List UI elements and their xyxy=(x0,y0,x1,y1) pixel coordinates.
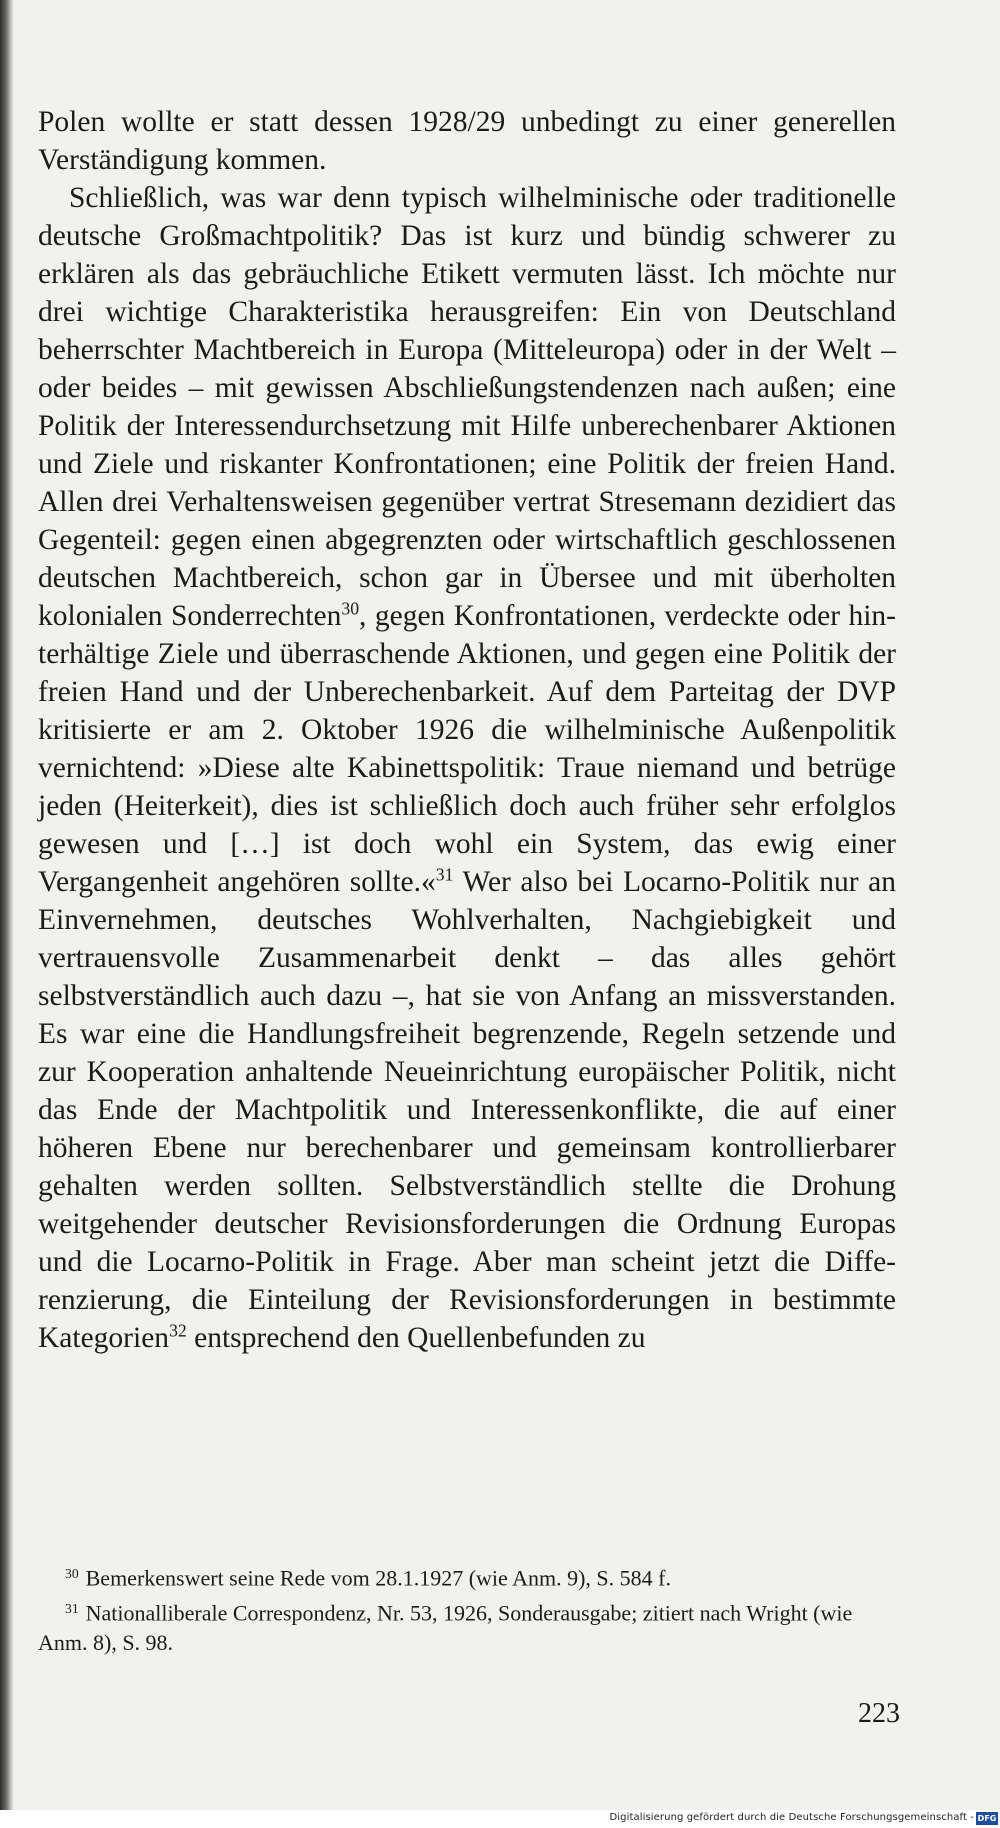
digitization-credit: Digitalisierung gefördert durch die Deutsche Forschungsgemeinschaft - xyxy=(609,1812,974,1823)
footnote-text: Nationalliberale Correspondenz, Nr. 53, 1926, Sonderausgabe; zitiert nach Wright (wie Anm. 8), S. 98. xyxy=(38,1600,853,1655)
page-number: 223 xyxy=(858,1698,900,1729)
paragraph-2 xyxy=(38,179,896,1357)
dfg-logo: DFG xyxy=(977,1814,997,1823)
footnote-30 xyxy=(38,1559,896,1594)
footnote-ref-31[interactable]: 31 xyxy=(435,864,454,885)
footnote-number: 31 xyxy=(65,1600,79,1616)
footnote-text: Bemerkenswert seine Rede vom 28.1.1927 (wie Anm. 9), S. 584 f. xyxy=(85,1565,671,1591)
paragraph-1: Polen wollte er statt dessen 1928/29 unbedingt zu einer generellen Verständigung kommen. xyxy=(38,106,896,176)
footnotes xyxy=(38,1559,896,1658)
footnote-ref-30[interactable]: 30 xyxy=(341,598,360,619)
paragraph-2-part-2: , gegen Konfrontationen, verdeckte oder hinterhältige Ziele und überraschende Aktionen, und gegen eine Politik der freien Hand und der Unberechenbarkeit. Auf dem Parteitag der DVP kritisierte er am 2. Oktober 1926 die wilhelminische Außenpolitik vernichtend: »Diese alte Kabinettspolitik: Traue niemand und betrüge jeden (Heiterkeit), dies ist schließlich doch auch früher sehr erfolglos gewesen und […] ist doch wohl ein System, das ewig einer Vergangenheit angehören sollte.« xyxy=(38,600,896,898)
paragraph-2-part-1: Schließlich, was war denn typisch wilhelminische oder traditionelle deutsche Großmachtpolitik? Das ist kurz und bündig schwerer zu erklären als das gebräuchliche Etikett vermuten lässt. Ich möchte nur drei wichtige Charakteristika herausgreifen: Ein von Deutschland beherrschter Machtbereich in Europa (Mitteleuropa) oder in der Welt – oder beides – mit gewissen Abschließungstendenzen nach außen; eine Politik der Interessendurchsetzung mit Hilfe unberechenbarer Aktionen und Ziele und riskanter Konfrontationen; eine Politik der freien Hand. Allen drei Verhaltensweisen gegenüber vertrat Stresemann dezidiert das Gegenteil: gegen einen abgegrenzten oder wirtschaftlich geschlossenen deutschen Machtbereich, schon gar in Übersee und mit überholten kolonialen Sonderrechten xyxy=(38,182,896,632)
footnote-number: 30 xyxy=(65,1566,79,1581)
paragraph-2-part-4: entsprechend den Quellenbefunden zu xyxy=(186,1322,646,1354)
body-text xyxy=(38,103,896,1357)
footnote-31 xyxy=(38,1594,896,1659)
footnote-ref-32[interactable]: 32 xyxy=(169,1320,187,1341)
book-spine-shadow xyxy=(0,0,14,1810)
paragraph-2-part-3: Wer also bei Locarno-Politik nur an Einvernehmen, deutsches Wohlverhalten, Nachgiebigkeit und vertrauensvolle Zusammenarbeit denkt – das alles gehört selbstverständlich auch dazu –, hat sie von Anfang an missverstanden. Es war eine die Handlungsfreiheit begrenzende, Regeln setzende und zur Kooperation anhaltende Neueinrichtung europäischer Politik, nicht das Ende der Machtpolitik und Interessenkonflikte, die auf einer höheren Ebene nur berechenbarer und gemeinsam kontrollierbarer gehalten werden sollten. Selbstverständlich stellte die Drohung weitgehender deutscher Revisionsforderungen die Ordnung Europas und die Locarno-Politik in Frage. Aber man scheint jetzt die Differenzierung, die Einteilung der Revisionsforderungen in bestimmte Kategorien xyxy=(38,866,896,1354)
